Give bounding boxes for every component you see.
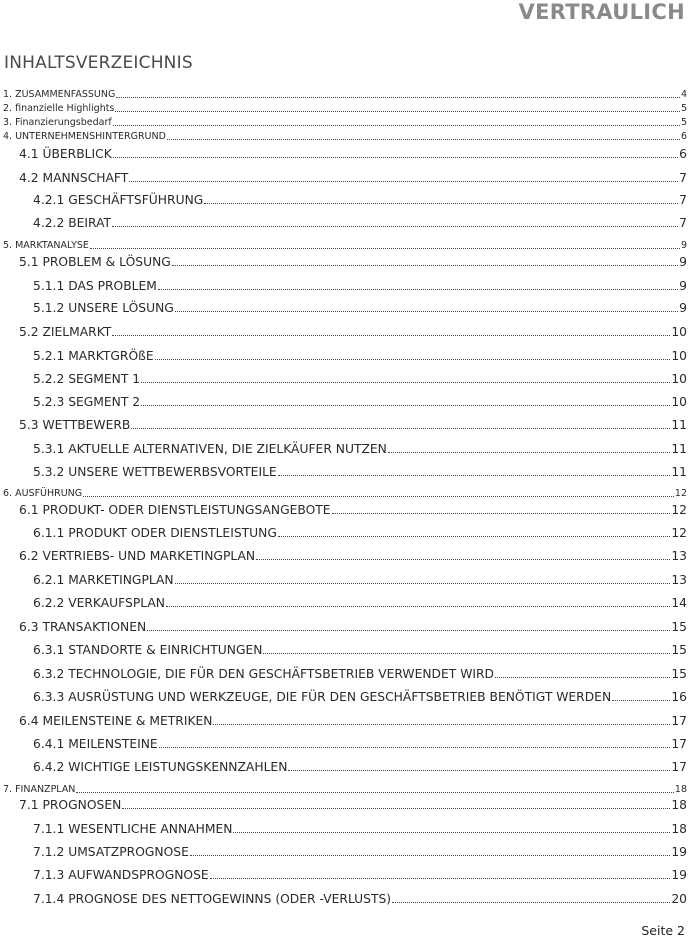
toc-entry[interactable] xyxy=(33,301,687,315)
toc-entry-page: 7 xyxy=(679,193,687,207)
toc-entry-page: 11 xyxy=(671,442,687,456)
toc-entry-page: 6 xyxy=(679,147,687,161)
toc-entry-label: 5.1 PROBLEM & LÖSUNG xyxy=(19,255,171,269)
toc-entry-page: 17 xyxy=(671,760,687,774)
toc-leader-dots xyxy=(131,428,670,429)
toc-entry-label: 5.2.3 SEGMENT 2 xyxy=(33,395,141,409)
toc-entry-page: 17 xyxy=(671,714,687,728)
toc-leader-dots xyxy=(167,139,680,140)
toc-entry[interactable] xyxy=(33,737,687,751)
toc-entry[interactable] xyxy=(33,822,687,836)
toc-entry[interactable] xyxy=(33,573,687,587)
toc-leader-dots xyxy=(141,382,670,383)
toc-entry[interactable] xyxy=(3,117,687,128)
toc-leader-dots xyxy=(90,248,680,249)
toc-leader-dots xyxy=(158,289,678,290)
toc-entry-page: 19 xyxy=(671,845,687,859)
toc-leader-dots xyxy=(278,536,670,537)
toc-entry-page: 6 xyxy=(680,131,687,142)
toc-entry-label: 6.1.1 PRODUKT ODER DIENSTLEISTUNG xyxy=(33,526,277,540)
toc-entry-label: 7.1.2 UMSATZPROGNOSE xyxy=(33,845,189,859)
toc-entry-page: 18 xyxy=(674,784,687,795)
toc-entry-page: 15 xyxy=(671,620,687,634)
toc-entry[interactable] xyxy=(19,325,687,339)
toc-leader-dots xyxy=(263,653,670,654)
toc-title: INHALTSVERZEICHNIS xyxy=(4,53,193,73)
toc-leader-dots xyxy=(332,513,671,514)
toc-leader-dots xyxy=(122,808,670,809)
toc-entry-label: 4.2 MANNSCHAFT xyxy=(19,171,129,185)
toc-leader-dots xyxy=(190,855,670,856)
toc-entry-label: 6.2 VERTRIEBS- UND MARKETINGPLAN xyxy=(19,549,256,563)
toc-leader-dots xyxy=(115,111,680,112)
toc-entry-page: 5 xyxy=(680,103,687,114)
toc-entry-label: 6.2.1 MARKETINGPLAN xyxy=(33,573,174,587)
toc-leader-dots xyxy=(288,770,670,771)
toc-entry[interactable] xyxy=(19,503,687,517)
toc-entry-label: 6.2.2 VERKAUFSPLAN xyxy=(33,596,166,610)
toc-leader-dots xyxy=(392,902,670,903)
toc-entry[interactable] xyxy=(33,442,687,456)
toc-entry-label: 6.3.2 TECHNOLOGIE, DIE FÜR DEN GESCHÄFTSBETRIEB VERWENDET WIRD xyxy=(33,667,495,681)
toc-entry-page: 5 xyxy=(680,117,687,128)
toc-entry-label: 7.1 PROGNOSEN xyxy=(19,798,122,812)
toc-entry-label: 6. AUSFÜHRUNG xyxy=(3,488,83,499)
toc-entry-label: 5.3 WETTBEWERB xyxy=(19,418,131,432)
toc-entry-label: 6.3.3 AUSRÜSTUNG UND WERKZEUGE, DIE FÜR DEN GESCHÄFTSBETRIEB BENÖTIGT WERDEN xyxy=(33,690,612,704)
toc-entry-label: 4. UNTERNEHMENSHINTERGRUND xyxy=(3,131,166,142)
toc-entry[interactable] xyxy=(3,488,687,499)
toc-entry[interactable] xyxy=(3,103,687,114)
toc-entry[interactable] xyxy=(33,372,687,386)
toc-entry[interactable] xyxy=(19,620,687,634)
toc-entry-page: 13 xyxy=(671,549,687,563)
toc-entry-label: 6.4.2 WICHTIGE LEISTUNGSKENNZAHLEN xyxy=(33,760,288,774)
toc-entry-label: 5.1.2 UNSERE LÖSUNG xyxy=(33,301,174,315)
toc-entry[interactable] xyxy=(19,418,687,432)
toc-entry[interactable] xyxy=(33,760,687,774)
toc-entry-page: 13 xyxy=(671,573,687,587)
toc-entry[interactable] xyxy=(33,667,687,681)
toc-entry-page: 16 xyxy=(671,690,687,704)
toc-entry-label: 3. Finanzierungsbedarf xyxy=(3,117,112,128)
toc-entry[interactable] xyxy=(19,798,687,812)
toc-entry-page: 18 xyxy=(671,798,687,812)
toc-leader-dots xyxy=(159,747,671,748)
toc-entry-label: 5.3.2 UNSERE WETTBEWERBSVORTEILE xyxy=(33,465,277,479)
toc-leader-dots xyxy=(233,832,670,833)
toc-entry-page: 10 xyxy=(671,325,687,339)
toc-entry-label: 7.1.1 WESENTLICHE ANNAHMEN xyxy=(33,822,233,836)
toc-entry[interactable] xyxy=(3,784,687,795)
toc-entry-label: 7.1.4 PROGNOSE DES NETTOGEWINNS (ODER -VERLUSTS) xyxy=(33,892,392,906)
confidential-header: VERTRAULICH xyxy=(518,0,685,24)
toc-leader-dots xyxy=(172,265,678,266)
toc-entry[interactable] xyxy=(33,526,687,540)
toc-entry[interactable] xyxy=(19,255,687,269)
toc-leader-dots xyxy=(112,335,670,336)
toc-leader-dots xyxy=(612,700,670,701)
toc-entry[interactable] xyxy=(33,892,687,906)
toc-entry-label: 6.3 TRANSAKTIONEN xyxy=(19,620,147,634)
toc-entry-label: 5.1.1 DAS PROBLEM xyxy=(33,279,157,293)
toc-entry-page: 10 xyxy=(671,395,687,409)
toc-entry-label: 6.1 PRODUKT- ODER DIENSTLEISTUNGSANGEBOTE xyxy=(19,503,331,517)
toc-entry[interactable] xyxy=(33,643,687,657)
toc-leader-dots xyxy=(141,405,670,406)
toc-leader-dots xyxy=(175,311,678,312)
toc-leader-dots xyxy=(76,792,673,793)
toc-entry-page: 12 xyxy=(671,503,687,517)
toc-entry-label: 1. ZUSAMMENFASSUNG xyxy=(3,89,116,100)
toc-leader-dots xyxy=(388,452,670,453)
toc-entry-label: 5.2.2 SEGMENT 1 xyxy=(33,372,141,386)
toc-leader-dots xyxy=(113,157,678,158)
toc-entry-page: 15 xyxy=(671,643,687,657)
toc-entry-page: 12 xyxy=(671,526,687,540)
toc-leader-dots xyxy=(129,181,678,182)
toc-entry-page: 10 xyxy=(671,349,687,363)
toc-entry[interactable] xyxy=(33,596,687,610)
toc-entry[interactable] xyxy=(3,89,687,100)
toc-entry-label: 5. MARKTANALYSE xyxy=(3,240,89,251)
toc-entry-page: 9 xyxy=(679,279,687,293)
toc-entry[interactable] xyxy=(33,193,687,207)
toc-entry[interactable] xyxy=(33,349,687,363)
toc-entry[interactable] xyxy=(19,171,687,185)
toc-entry-label: 7. FINANZPLAN xyxy=(3,784,76,795)
toc-entry[interactable] xyxy=(19,714,687,728)
toc-entry-page: 17 xyxy=(671,737,687,751)
toc-entry-label: 2. finanzielle Highlights xyxy=(3,103,115,114)
toc-entry-label: 7.1.3 AUFWANDSPROGNOSE xyxy=(33,868,209,882)
toc-leader-dots xyxy=(116,97,680,98)
toc-entry-label: 5.3.1 AKTUELLE ALTERNATIVEN, DIE ZIELKÄUFER NUTZEN xyxy=(33,442,387,456)
toc-leader-dots xyxy=(213,724,670,725)
toc-leader-dots xyxy=(166,606,670,607)
toc-leader-dots xyxy=(210,878,671,879)
toc-entry-label: 4.1 ÜBERBLICK xyxy=(19,147,112,161)
toc-entry-label: 4.2.2 BEIRAT xyxy=(33,216,112,230)
toc-entry-page: 20 xyxy=(671,892,687,906)
toc-leader-dots xyxy=(256,559,670,560)
toc-entry[interactable] xyxy=(33,279,687,293)
toc-entry[interactable] xyxy=(33,868,687,882)
toc-entry-page: 9 xyxy=(680,240,687,251)
toc-leader-dots xyxy=(495,677,670,678)
toc-entry-page: 11 xyxy=(671,465,687,479)
toc-entry-label: 5.2.1 MARKTGRÖßE xyxy=(33,349,154,363)
toc-entry-page: 10 xyxy=(671,372,687,386)
toc-entry[interactable] xyxy=(19,549,687,563)
toc-leader-dots xyxy=(175,583,671,584)
toc-entry[interactable] xyxy=(3,131,687,142)
toc-leader-dots xyxy=(112,226,678,227)
toc-leader-dots xyxy=(113,125,680,126)
toc-entry[interactable] xyxy=(33,845,687,859)
toc-entry-page: 14 xyxy=(671,596,687,610)
toc-leader-dots xyxy=(204,203,678,204)
toc-entry[interactable] xyxy=(3,240,687,251)
toc-entry-label: 4.2.1 GESCHÄFTSFÜHRUNG xyxy=(33,193,204,207)
page-number: Seite 2 xyxy=(641,923,685,938)
toc-entry[interactable] xyxy=(19,147,687,161)
toc-entry-page: 9 xyxy=(679,301,687,315)
toc-entry-page: 9 xyxy=(679,255,687,269)
toc-leader-dots xyxy=(155,359,671,360)
toc-leader-dots xyxy=(83,496,674,497)
toc-leader-dots xyxy=(147,630,670,631)
toc-entry-label: 6.4.1 MEILENSTEINE xyxy=(33,737,158,751)
toc-entry[interactable] xyxy=(33,216,687,230)
toc-entry-page: 15 xyxy=(671,667,687,681)
toc-entry-page: 19 xyxy=(671,868,687,882)
toc-entry-label: 5.2 ZIELMARKT xyxy=(19,325,112,339)
toc-entry-page: 4 xyxy=(680,89,687,100)
toc-entry-page: 11 xyxy=(671,418,687,432)
toc-entry[interactable] xyxy=(33,465,687,479)
toc-entry-page: 7 xyxy=(679,216,687,230)
toc-entry[interactable] xyxy=(33,395,687,409)
toc-entry-page: 7 xyxy=(679,171,687,185)
toc-leader-dots xyxy=(278,475,671,476)
toc-entry-label: 6.4 MEILENSTEINE & METRIKEN xyxy=(19,714,213,728)
toc-entry-page: 12 xyxy=(674,488,687,499)
toc-entry-label: 6.3.1 STANDORTE & EINRICHTUNGEN xyxy=(33,643,263,657)
toc-entry[interactable] xyxy=(33,690,687,704)
toc-entry-page: 18 xyxy=(671,822,687,836)
